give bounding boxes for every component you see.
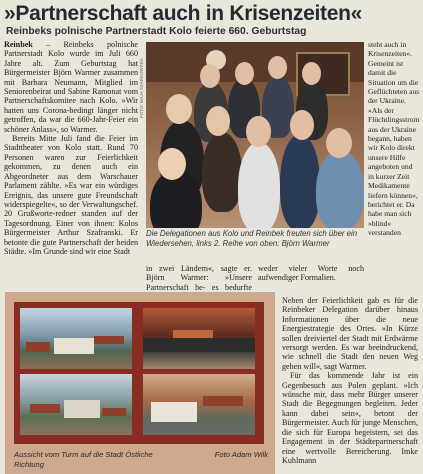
ad-caption: Aussicht vom Turm auf die Stadt Östliche Richtung: [14, 450, 153, 469]
ad-photo-credit: Foto Adam Wilk: [214, 450, 268, 459]
town-photo: [20, 374, 132, 435]
photo-credit: FOTO: MAJA SZARKOWSKA: [139, 58, 144, 118]
town-photo: [20, 308, 132, 369]
article-paragraph: Neben der Feierlichkeit gab es für die Reinbeker Delegation darüber hinaus Informationen über die neue Energiestrategie des Ortes. »In Kürze sollen dreiviertel der Stadt mit Erdwärme versorgt werden. Es war beeindruckend, wie schnell die Stadt den neuen Weg gehen will«, sagt Warmer.: [282, 296, 418, 371]
headline: »Partnerschaft auch in Krisenzeiten«: [4, 2, 362, 25]
article-paragraph: Bereits Mitte Juli fand die Feier im Stadttheater von Kolo statt. Rund 70 Personen waren zur Feierlichkeit gekommen, zu denen auch ein Abgeordneter aus dem Warschauer Parlament zählte. »Es war ein würdiges Ereignis, das unsere gute Freundschaft widerspiegelte«, so der Verwaltungschef. 20 Grußworte-redner standen auf der Tagesordnung. Einer von ihnen: Kolos Bürgermeister Arthur Szafranski. Er betonte die gute Partnerschaft der beiden Städte. »Im Grunde sind wir eine Stadt: [4, 134, 138, 256]
article-paragraph: Reinbek – Reinbeks polnische Partnerstadt Kolo wurde im Juli 660 Jahre alt. Zum Geburtstag hat Bürgermeister Björn Warmer zusammen mit Barbara Neumann, Mitglied im Seniorenbeirat und Sabine Ramonat vom Partnerschaftskomitee nach Kolo. »Wir hatten uns Corona-bedingt länger nicht getroffen, da war die 660-Jahr-Feier ein schöner Anlass«, so Warmer.: [4, 40, 138, 134]
town-photo: [143, 308, 255, 369]
article-column-3: steht auch in Krisenzeiten«. Gemeint ist damit die Situation um die Geflüchteten aus der Ukraine. »Als der Flüchtlingsstrom aus der Ukraine begann, haben wir Kolo direkt unsere Hilfe angeboten und in kurzer Zeit Medikamente liefern können«, berichtet er. Da habe man sich »blind« verstanden: [368, 40, 420, 238]
article-paragraph: Für das kommende Jahr ist ein Gegenbesuch aus Polen geplant. »Ich wünsche mir, dass mehr Bürger unserer Stadt die Begegnungen begleiten. Jeder kann dabei sein«, betont der Bürgermeister. Auch für junge Menschen, die sich für Europa begeistern, sei das Engagement in der Städtepartnerschaft eine wertvolle Bereicherung. Imke Kuhlmann: [282, 371, 418, 465]
town-photo: [143, 374, 255, 435]
article-column-4: [282, 296, 418, 474]
article-column-1: [4, 40, 138, 286]
article-under-photo: in zwei Ländern«, sagte er. Björn Warmer: »Unsere Partnerschaft be- es bedurfte weder vieler Worte noch aufwendiger Formalien.: [146, 264, 364, 292]
photo-caption: Die Delegationen aus Kolo und Reinbek freuten sich über ein Wiedersehen, links 2. Reihe von oben: Björn Warmer: [146, 229, 358, 248]
subheadline: Reinbeks polnische Partnerstadt Kolo feierte 660. Geburtstag: [6, 26, 307, 37]
group-photo: [146, 42, 364, 228]
dateline: Reinbek: [4, 40, 33, 49]
